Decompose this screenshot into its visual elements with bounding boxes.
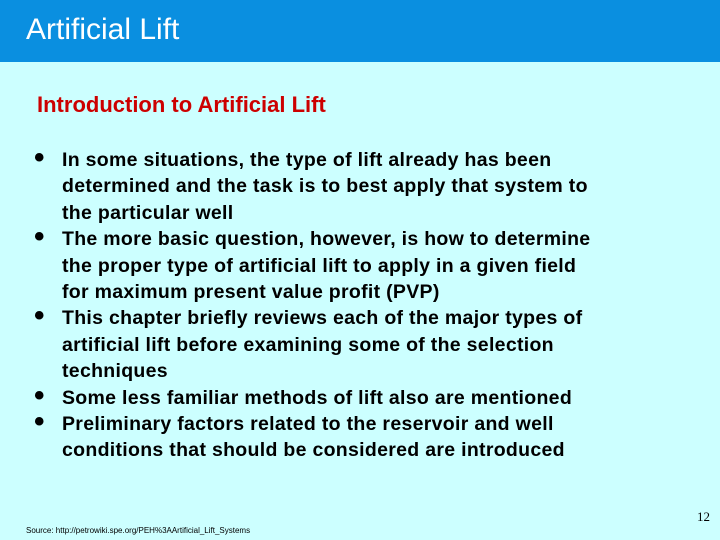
bullet-text: Some less familiar methods of lift also are mentioned <box>62 386 573 409</box>
slide-title: Artificial Lift <box>26 13 180 46</box>
bullet-icon: • <box>34 405 45 439</box>
bullet-list <box>34 141 704 464</box>
bullet-text: The more basic question, however, is how to determine the proper type of artificial lift to apply in a given field for maximum present value profit (PVP) <box>62 228 591 304</box>
bullet-item <box>34 405 704 464</box>
bullet-icon: • <box>34 299 45 333</box>
source-citation: Source: http://petrowiki.spe.org/PEH%3AArtificial_Lift_Systems <box>26 526 251 535</box>
bullet-icon: • <box>34 220 45 254</box>
bullet-text: This chapter briefly reviews each of the major types of artificial lift before examining some of the selection techniques <box>62 307 583 383</box>
title-bar <box>0 0 720 62</box>
page-number: 12 <box>697 509 710 524</box>
bullet-item <box>34 378 704 412</box>
bullet-item <box>34 299 704 384</box>
bullet-icon: • <box>34 378 45 412</box>
bullet-item <box>34 220 704 305</box>
bullet-icon: • <box>34 141 45 174</box>
bullet-item <box>34 141 704 226</box>
bullet-text: Preliminary factors related to the reservoir and well conditions that should be considered are introduced <box>62 413 565 462</box>
slide-subtitle: Introduction to Artificial Lift <box>37 92 326 117</box>
bullet-text: In some situations, the type of lift already has been determined and the task is to best apply that system to the particular well <box>62 149 588 224</box>
